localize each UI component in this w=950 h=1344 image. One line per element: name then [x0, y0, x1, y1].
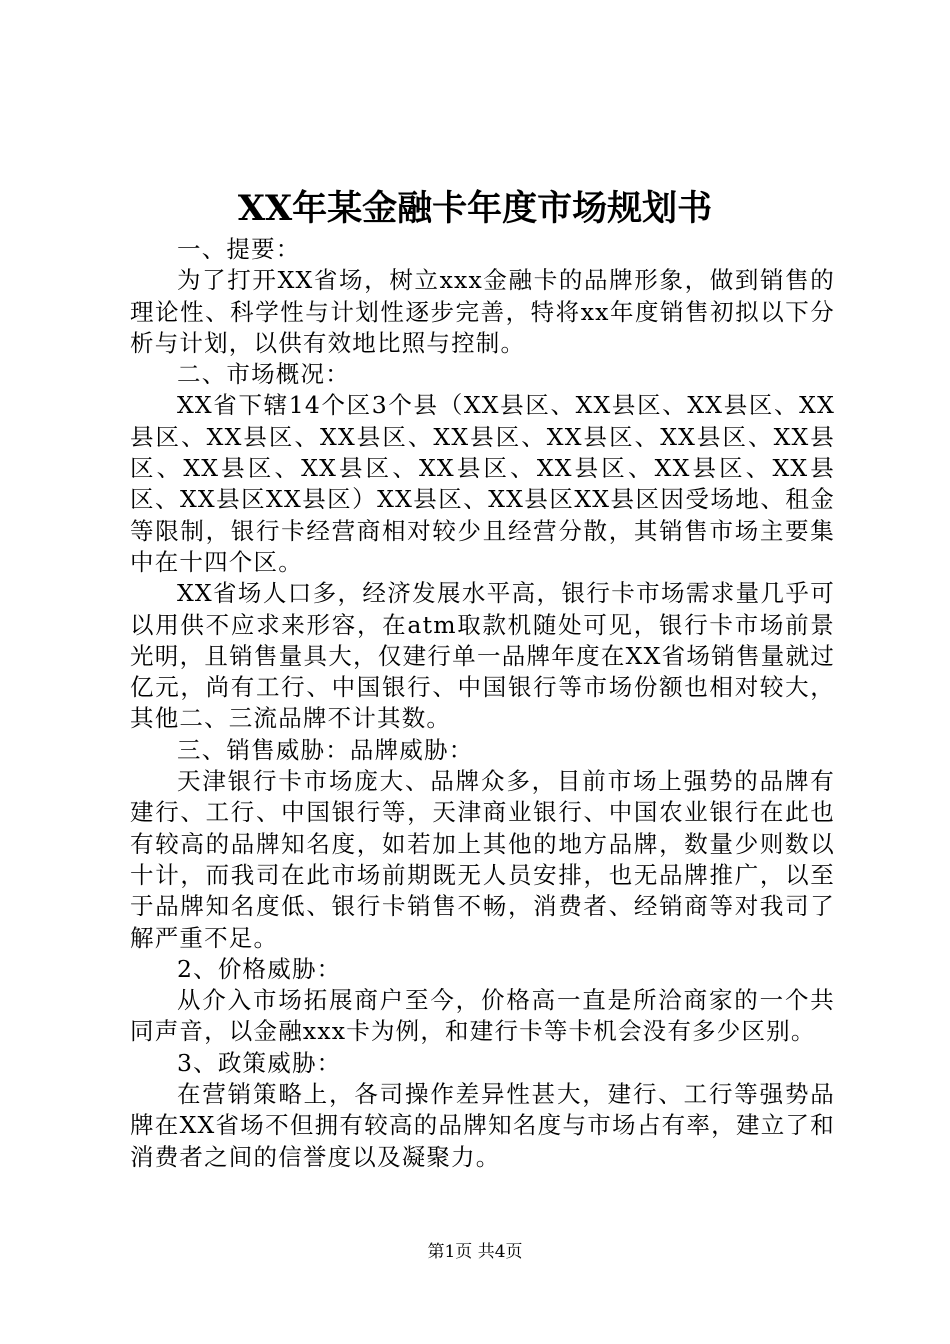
section-heading-sales-threats: 三、销售威胁：品牌威胁： [177, 735, 474, 764]
paragraph-summary: 为了打开XX省场，树立xxx金融卡的品牌形象，做到销售的理论性、科学性与计划性逐步完善，特将xx年度销售初拟以下分析与计划，以供有效地比照与控制。 [130, 266, 835, 357]
section-heading-price-threat: 2、价格威胁： [177, 954, 342, 983]
page-number-footer: 第1页 共4页 [427, 1242, 523, 1262]
section-heading-market-overview: 二、市场概况： [177, 360, 350, 389]
paragraph-brand-threat: 天津银行卡市场庞大、品牌众多，目前市场上强势的品牌有建行、工行、中国银行等，天津商业银行、中国农业银行在此也有较高的品牌知名度，如若加上其他的地方品牌，数量少则数以十计，而我司在此市场前期既无人员安排，也无品牌推广，以至于品牌知名度低、银行卡销售不畅，消费者、经销商等对我司了解严重不足。 [130, 767, 835, 952]
document-body [130, 234, 835, 1173]
document-title: XX年某金融卡年度市场规划书 [237, 188, 713, 229]
section-heading-summary: 一、提要： [177, 235, 301, 263]
paragraph-price-threat: 从介入市场拓展商户至今，价格高一直是所洽商家的一个共同声音，以金融xxx卡为例，和建行卡等卡机会没有多少区别。 [130, 986, 835, 1046]
paragraph-policy-threat: 在营销策略上，各司操作差异性甚大，建行、工行等强势品牌在XX省场不但拥有较高的品牌知名度与市场占有率，建立了和消费者之间的信誉度以及凝聚力。 [130, 1080, 835, 1171]
paragraph-market-demand: XX省场人口多，经济发展水平高，银行卡市场需求量几乎可以用供不应求来形容，在atm取款机随处可见，银行卡市场前景光明，且销售量具大，仅建行单一品牌年度在XX省场销售量就过亿元，尚有工行、中国银行、中国银行等市场份额也相对较大，其他二、三流品牌不计其数。 [130, 579, 835, 733]
paragraph-market-districts: XX省下辖14个区3个县（XX县区、XX县区、XX县区、XX县区、XX县区、XX县区、XX县区、XX县区、XX县区、XX县区、XX县区、XX县区、XX县区、XX县区、XX县区、XX县区、XX县区XX县区）XX县区、XX县区XX县区因受场地、租金等限制，银行卡经营商相对较少且经营分散，其销售市场主要集中在十四个区。 [130, 391, 835, 576]
section-heading-policy-threat: 3、政策威胁： [177, 1048, 342, 1077]
